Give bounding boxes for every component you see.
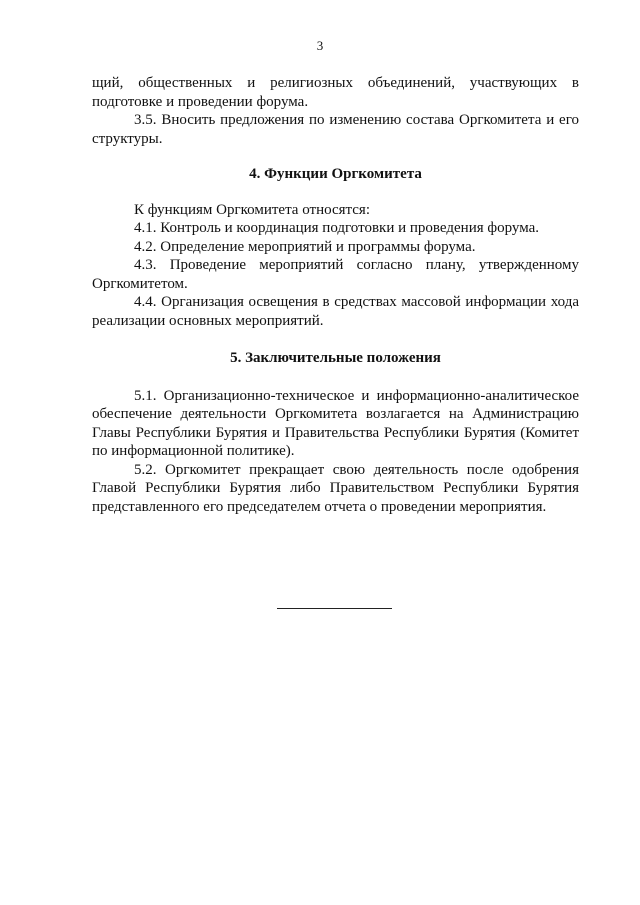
section-5-heading: 5. Заключительные положения xyxy=(230,350,441,366)
document-body xyxy=(92,74,579,516)
section-3-continuation-paragraph: щий, общественных и религиозных объединений, участвующих в подготовке и проведении форума. xyxy=(92,75,579,110)
item-5-1-paragraph: 5.1. Организационно-техническое и информационно-аналитическое обеспечение деятельности Оргкомитета возлагается на Администрацию Главы Республики Бурятия и Правительства Республики Бурятия (Комитет по информационной политике). xyxy=(92,387,579,459)
item-4-1-paragraph: 4.1. Контроль и координация подготовки и проведения форума. xyxy=(134,220,539,236)
page-number: 3 xyxy=(316,38,324,53)
item-4-3-paragraph: 4.3. Проведение мероприятий согласно плану, утвержденному Оргкомитетом. xyxy=(92,257,579,292)
item-4-2-paragraph: 4.2. Определение мероприятий и программы форума. xyxy=(134,238,476,255)
section-4-intro-paragraph: К функциям Оргкомитета относятся: xyxy=(134,201,370,218)
section-4-heading: 4. Функции Оргкомитета xyxy=(249,166,422,182)
item-5-2-paragraph: 5.2. Оргкомитет прекращает свою деятельность после одобрения Главой Республики Бурятия либо Правительством Республики Бурятия представленного его председателем отчета о проведении мероприятия. xyxy=(92,461,579,515)
end-of-document-rule xyxy=(277,608,392,609)
item-4-4-paragraph: 4.4. Организация освещения в средствах массовой информации хода реализации основных мероприятий. xyxy=(92,294,579,329)
item-3-5-paragraph: 3.5. Вносить предложения по изменению состава Оргкомитета и его структуры. xyxy=(92,112,579,147)
